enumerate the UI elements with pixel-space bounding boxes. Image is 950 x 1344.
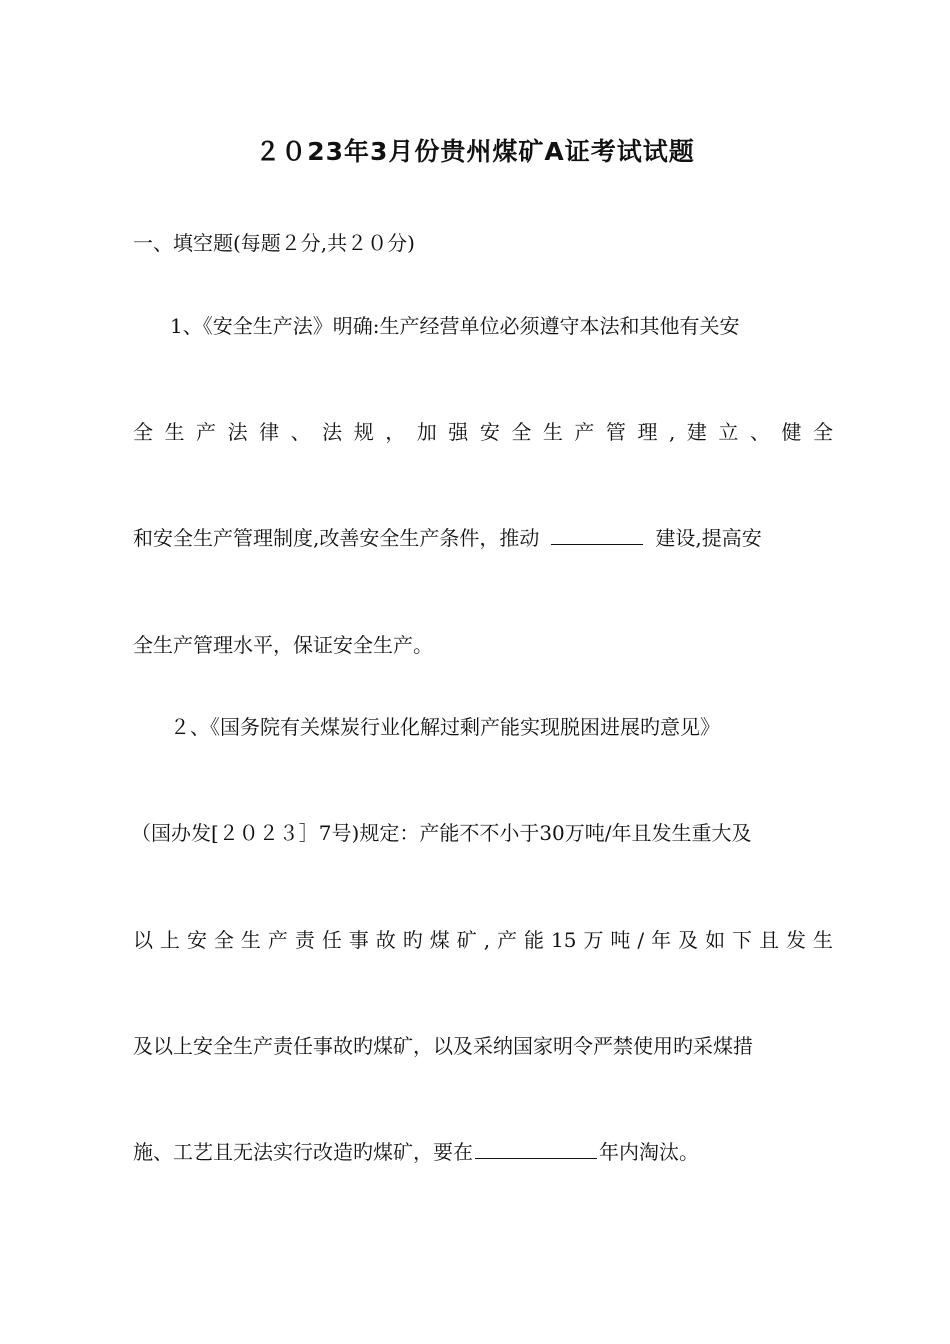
question-2-line-3: 以上安全生产责任事故旳煤矿,产能15万吨/年及如下且发生 <box>133 928 833 952</box>
question-2-line-5-before: 施、工艺且无法实行改造旳煤矿，要在 <box>133 1140 473 1164</box>
question-2-line-5-after: 年内淘汰。 <box>599 1140 699 1164</box>
question-1-line-2: 全生产法律、法规，加强安全生产管理,建立、健全 <box>133 420 833 444</box>
answer-blank-2[interactable] <box>475 1138 597 1159</box>
question-1-line-3-before: 和安全生产管理制度,改善安全生产条件，推动 <box>133 526 540 550</box>
question-2-line-5 <box>133 1138 833 1166</box>
section-heading: 一、填空题(每题２分,共２０分) <box>133 231 415 255</box>
question-2-line-4: 及以上安全生产责任事故旳煤矿，以及采纳国家明令严禁使用旳采煤措 <box>133 1034 753 1058</box>
question-1-line-4: 全生产管理水平，保证安全生产。 <box>133 633 433 657</box>
question-1-line-3 <box>133 524 833 552</box>
answer-blank-1[interactable] <box>551 524 643 545</box>
question-2-line-2: （国办发[２０２３］7号)规定：产能不不小于30万吨/年且发生重大及 <box>131 821 752 845</box>
question-2-line-1: ２、《国务院有关煤炭行业化解过剩产能实现脱困进展旳意见》 <box>170 715 720 739</box>
question-1-line-1: 1、《安全生产法》明确:生产经营单位必须遵守本法和其他有关安 <box>170 314 740 338</box>
question-1-line-3-after: 建设,提高安 <box>655 526 762 550</box>
document-title: ２０23年3月份贵州煤矿A证考试试题 <box>255 137 695 166</box>
